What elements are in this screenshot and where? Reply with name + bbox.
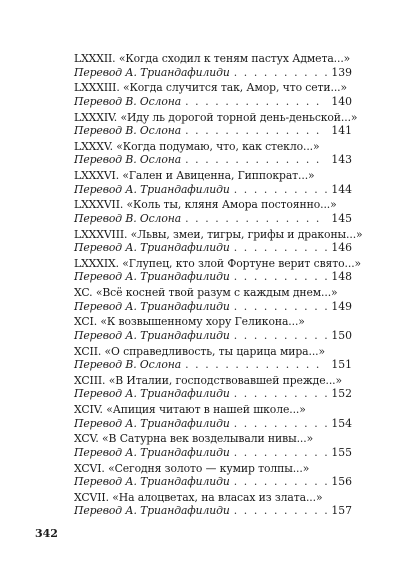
- entry-translator: Перевод В. Ослона: [74, 358, 182, 371]
- entry-title: XCI. «К возвышенному хору Геликона...»: [74, 315, 305, 329]
- entry-title: XCIII. «В Италии, господствовавшей прежде...»: [74, 373, 342, 387]
- dot-leader: [234, 417, 328, 431]
- toc-entry: [74, 227, 363, 255]
- entry-credit-line: [74, 95, 352, 109]
- entry-translator: Перевод А. Триандафилиди: [74, 387, 230, 401]
- entry-title: XCVI. «Сегодня золото — кумир толпы...»: [74, 461, 310, 475]
- table-of-contents: [74, 52, 363, 518]
- entry-page-number: 146: [331, 241, 352, 254]
- entry-title: XCV. «В Сатурна век возделывали нивы...»: [74, 432, 314, 446]
- entry-credit-line: [74, 475, 352, 489]
- entry-title: XCVII. «На алоцветах, на власах из злата...»: [74, 490, 323, 504]
- toc-entry: [74, 403, 352, 430]
- entry-translator: Перевод А. Триандафилиди: [74, 416, 230, 430]
- entry-credit-line: [74, 417, 352, 431]
- toc-entry: [74, 345, 352, 372]
- toc-entry: [74, 491, 352, 518]
- entry-page-number: 150: [331, 328, 352, 342]
- dot-leader: [234, 446, 328, 460]
- entry-page-number: 152: [331, 387, 352, 401]
- entry-title: LXXXIX. «Глупец, кто злой Фортуне верит свято...»: [74, 256, 362, 270]
- dot-leader: [234, 387, 328, 401]
- dot-leader: [234, 329, 328, 343]
- dot-leader: [185, 124, 327, 138]
- entry-credit-line: [74, 212, 352, 226]
- entry-title: XC. «Всё косней твой разум с каждым днем...»: [74, 286, 338, 299]
- toc-entry: [74, 52, 352, 79]
- entry-credit-line: [74, 270, 352, 284]
- entry-page-number: 154: [331, 416, 352, 430]
- entry-translator: Перевод А. Триандафилиди: [74, 299, 230, 313]
- entry-page-number: 145: [331, 211, 352, 225]
- entry-translator: Перевод В. Ослона: [74, 153, 182, 167]
- entry-title: LXXXV. «Когда подумаю, что, как стекло...»: [74, 139, 320, 153]
- toc-entry: [74, 432, 352, 459]
- entry-title: LXXXIV. «Иду ль дорогой торной день-деньской...»: [74, 110, 358, 124]
- toc-entry: [74, 374, 352, 401]
- entry-credit-line: [74, 124, 352, 138]
- dot-leader: [185, 153, 327, 167]
- entry-page-number: 140: [331, 94, 352, 108]
- entry-title: LXXXVIII. «Львы, змеи, тигры, грифы и драконы...»: [74, 227, 363, 241]
- dot-leader: [234, 300, 328, 314]
- toc-entry: [74, 140, 352, 167]
- dot-leader: [234, 183, 328, 197]
- entry-translator: Перевод А. Триандафилиди: [74, 475, 230, 488]
- entry-page-number: 144: [331, 182, 352, 196]
- toc-entry: [74, 256, 362, 284]
- entry-translator: Перевод А. Триандафилиди: [74, 65, 230, 79]
- entry-page-number: 149: [331, 299, 352, 313]
- entry-credit-line: [74, 329, 352, 343]
- entry-translator: Перевод В. Ослона: [74, 211, 182, 225]
- entry-translator: Перевод В. Ослона: [74, 94, 182, 108]
- dot-leader: [185, 95, 327, 109]
- toc-entry: [74, 462, 352, 489]
- entry-title: LXXXII. «Когда сходил к теням пастух Адмета...»: [74, 52, 351, 65]
- toc-entry: [74, 81, 352, 108]
- entry-credit-line: [74, 300, 352, 314]
- dot-leader: [234, 475, 328, 489]
- entry-translator: Перевод А. Триандафилиди: [74, 328, 230, 342]
- entry-page-number: 151: [331, 358, 352, 371]
- folio-page-number: 342: [35, 527, 58, 540]
- dot-leader: [185, 212, 327, 226]
- entry-credit-line: [74, 504, 352, 518]
- entry-page-number: 155: [331, 445, 352, 459]
- toc-entry: [74, 315, 352, 342]
- entry-title: LXXXVII. «Коль ты, кляня Амора постоянно...»: [74, 198, 337, 212]
- toc-entry: [74, 286, 352, 313]
- entry-page-number: 156: [331, 475, 352, 488]
- dot-leader: [185, 358, 327, 372]
- dot-leader: [234, 66, 328, 80]
- entry-credit-line: [74, 358, 352, 372]
- entry-translator: Перевод А. Триандафилиди: [74, 445, 230, 459]
- entry-translator: Перевод А. Триандафилиди: [74, 270, 230, 284]
- entry-credit-line: [74, 241, 352, 255]
- entry-translator: Перевод А. Триандафилиди: [74, 241, 230, 254]
- entry-credit-line: [74, 387, 352, 401]
- toc-entry: [74, 110, 358, 138]
- toc-entry: [74, 169, 352, 196]
- entry-page-number: 157: [331, 504, 352, 518]
- entry-credit-line: [74, 446, 352, 460]
- entry-translator: Перевод А. Триандафилиди: [74, 504, 230, 518]
- dot-leader: [234, 270, 328, 284]
- entry-credit-line: [74, 66, 352, 80]
- entry-credit-line: [74, 153, 352, 167]
- entry-title: XCIV. «Апиция читают в нашей школе...»: [74, 403, 306, 416]
- entry-translator: Перевод А. Триандафилиди: [74, 182, 230, 196]
- entry-page-number: 141: [331, 124, 352, 137]
- entry-translator: Перевод В. Ослона: [74, 124, 182, 137]
- dot-leader: [234, 504, 328, 518]
- entry-page-number: 139: [331, 65, 352, 79]
- entry-credit-line: [74, 183, 352, 197]
- toc-entry: [74, 198, 352, 225]
- entry-page-number: 148: [331, 270, 352, 284]
- entry-title: XCII. «О справедливость, ты царица мира...»: [74, 344, 325, 358]
- dot-leader: [234, 241, 328, 255]
- entry-title: LXXXIII. «Когда случится так, Амор, что сети...»: [74, 81, 348, 95]
- entry-title: LXXXVI. «Гален и Авиценна, Гиппократ...»: [74, 169, 315, 182]
- entry-page-number: 143: [331, 153, 352, 167]
